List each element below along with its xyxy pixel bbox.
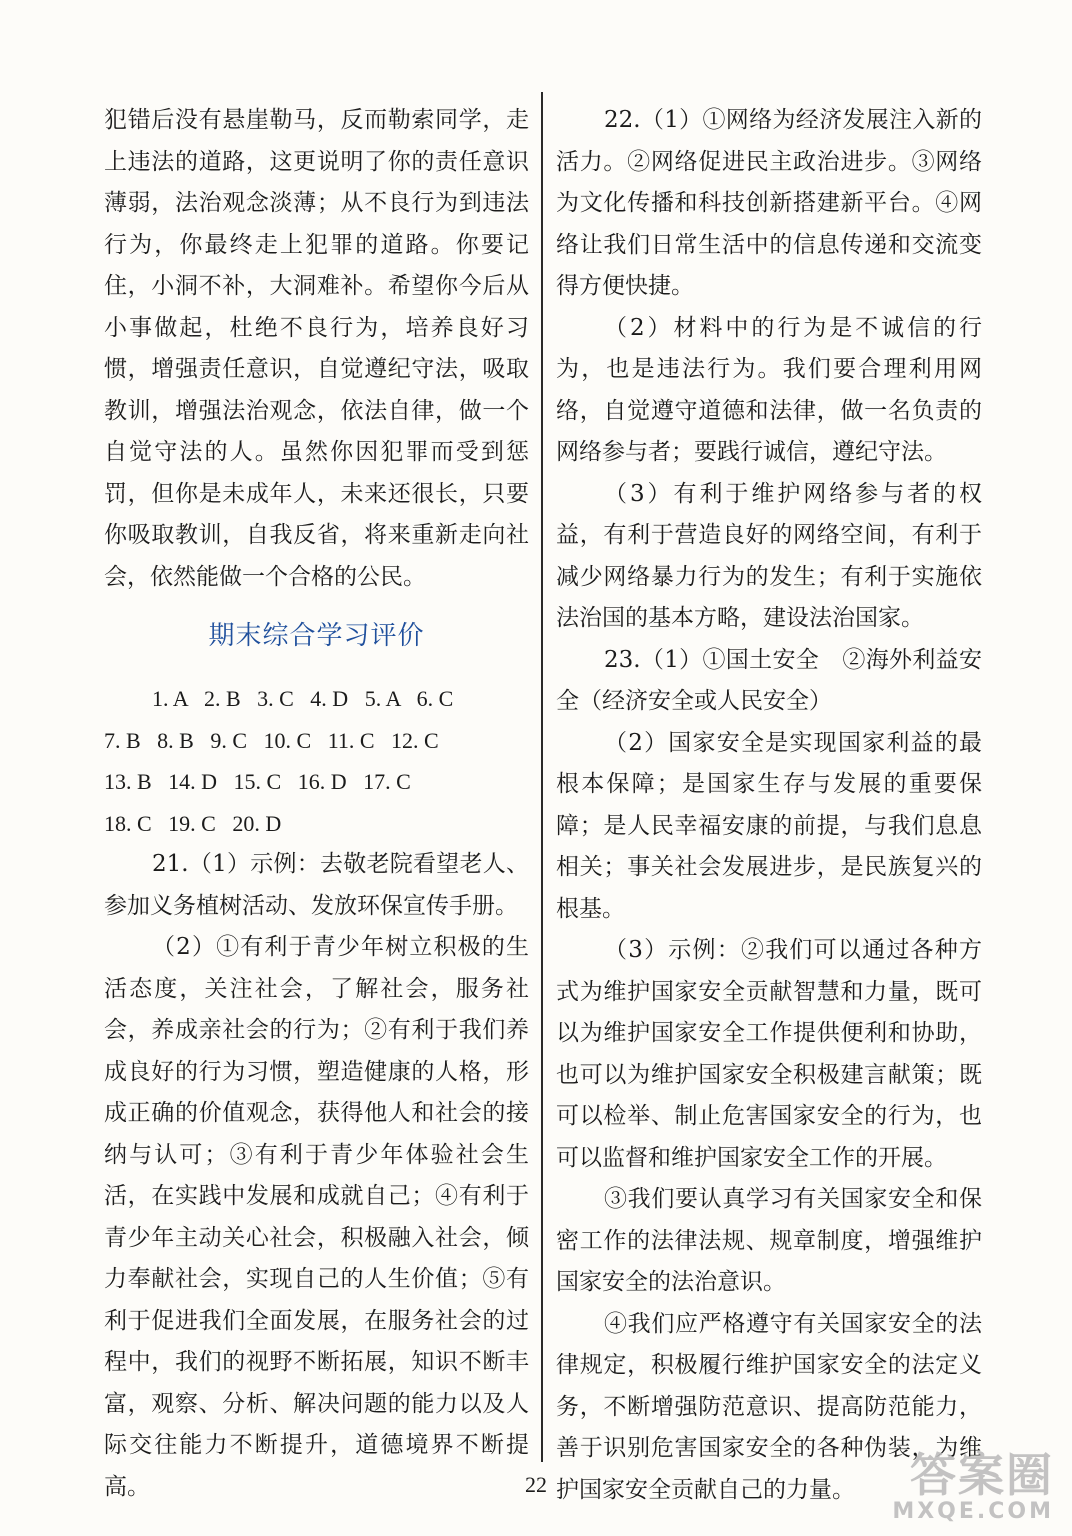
multiple-choice-answers <box>104 678 529 844</box>
watermark-bottom-text: MXQE.COM <box>892 1499 1054 1524</box>
answer-21-2: （2）①有利于青少年树立积极的生活态度，关注社会，了解社会，服务社会，养成亲社会的行为；②有利于我们养成良好的行为习惯，塑造健康的人格，形成正确的价值观念，获得他人和社会的接纳与认可；③有利于青少年体验社会生活，在实践中发展和成就自己；④有利于青少年主动关心社会，积极融入社会，倾力奉献社会，实现自己的人生价值；⑤有利于促进我们全面发展，在服务社会的过程中，我们的视野不断拓展，知识不断丰富，观察、分析、解决问题的能力以及人际交往能力不断提升，道德境界不断提高。 <box>104 934 529 1500</box>
answer-22-2: （2）材料中的行为是不诚信的行为，也是违法行为。我们要合理利用网络，自觉遵守道德和法律，做一名负责的网络参与者；要践行诚信，遵纪守法。 <box>556 314 982 465</box>
answer-23-2: （2）国家安全是实现国家利益的最根本保障；是国家生存与发展的重要保障；是人民幸福安康的前提，与我们息息相关；事关社会发展进步，是民族复兴的根基。 <box>556 729 982 922</box>
mc-answer-line: 13. B 14. D 15. C 16. D 17. C <box>104 769 411 794</box>
answer-23-3: （3）示例：②我们可以通过各种方式为维护国家安全贡献智慧和力量，既可以为维护国家安全工作提供便利和协助，也可以为维护国家安全积极建言献策；既可以检举、制止危害国家安全的行为，也可以监督和维护国家安全工作的开展。 <box>556 937 982 1171</box>
watermark-logo <box>854 1450 1054 1530</box>
answer-21-1: 21.（1）示例：去敬老院看望老人、参加义务植树活动、发放环保宣传手册。 <box>104 851 529 919</box>
page-number: 22 <box>525 1472 547 1497</box>
watermark-top-text: 答案圈 <box>910 1448 1054 1502</box>
answer-22-3: （3）有利于维护网络参与者的权益，有利于营造良好的网络空间，有利于减少网络暴力行为的发生；有利于实施依法治国的基本方略，建设法治国家。 <box>556 480 982 631</box>
mc-answer-line: 7. B 8. B 9. C 10. C 11. C 12. C <box>104 727 439 753</box>
answer-23-1: 23.（1）①国土安全 ②海外利益安全（经济安全或人民安全） <box>556 646 982 714</box>
answer-23-4: ③我们要认真学习有关国家安全和保密工作的法律法规、规章制度，增强维护国家安全的法治意识。 <box>556 1186 982 1295</box>
left-column <box>104 100 529 1508</box>
column-divider <box>541 92 543 1462</box>
answer-22-1: 22.（1）①网络为经济发展注入新的活力。②网络促进民主政治进步。③网络为文化传播和科技创新搭建新平台。④网络让我们日常生活中的信息传递和交流变得方便快捷。 <box>556 107 982 299</box>
section-title: 期末综合学习评价 <box>208 621 425 651</box>
mc-answer-line: 1. A 2. B 3. C 4. D 5. A 6. C <box>152 686 454 711</box>
mc-answer-line: 18. C 19. C 20. D <box>104 810 282 836</box>
right-column <box>556 100 982 1511</box>
answer-23-5: ④我们应严格遵守有关国家安全的法律规定，积极履行维护国家安全的法定义务，不断增强防范意识、提高防范能力，善于识别危害国家安全的各种伪装，为维护国家安全贡献自己的力量。 <box>556 1310 982 1503</box>
answer-paragraph-20: 犯错后没有悬崖勒马，反而勒索同学，走上违法的道路，这更说明了你的责任意识薄弱，法治观念淡薄；从不良行为到违法行为，你最终走上犯罪的道路。你要记住，小洞不补，大洞难补。希望你今后从小事做起，杜绝不良行为，培养良好习惯，增强责任意识，自觉遵纪守法，吸取教训，增强法治观念，依法自律，做一个自觉守法的人。虽然你因犯罪而受到惩罚，但你是未成年人，未来还很长，只要你吸取教训，自我反省，将来重新走向社会，依然能做一个合格的公民。 <box>104 107 529 590</box>
